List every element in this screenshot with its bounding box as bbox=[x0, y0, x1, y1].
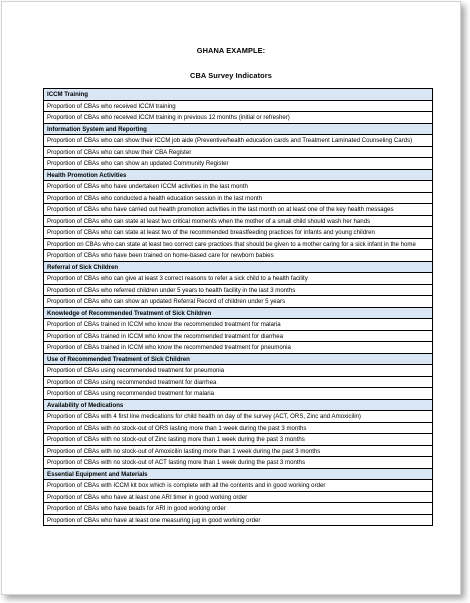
indicator-row bbox=[44, 480, 433, 492]
indicator-row bbox=[44, 457, 433, 469]
section-title: Essential Equipment and Materials bbox=[44, 468, 433, 480]
document-page bbox=[1, 1, 461, 595]
indicator-row bbox=[44, 146, 433, 158]
indicator-row bbox=[44, 204, 433, 216]
indicator-text: Proportion of CBAs trained in ICCM who know the recommended treatment for diarrhea bbox=[44, 330, 433, 342]
indicator-text: Proportion of CBAs who received ICCM training bbox=[44, 100, 433, 112]
indicator-text: Proportion of CBAs who can state at least two critical moments when the mother of a small child should wash her hands bbox=[44, 215, 433, 227]
indicator-text: Proportion of CBAs who have beads for ARI in good working order bbox=[44, 503, 433, 515]
indicator-text: Proportion of CBAs who can state at least two of the recommended breastfeeding practices for infants and young children bbox=[44, 227, 433, 239]
indicator-text: Proportion of CBAs with ICCM kit box which is complete with all the contents and in good working order bbox=[44, 480, 433, 492]
indicator-row bbox=[44, 238, 433, 250]
section-header-row bbox=[44, 261, 433, 273]
section-title: Availability of Medications bbox=[44, 399, 433, 411]
indicator-text: Proportion of CBAs with 4 first line medications for child health on day of the survey (ACT, ORS, Zinc and Amoxicilin) bbox=[44, 411, 433, 423]
indicator-row bbox=[44, 250, 433, 262]
indicator-row bbox=[44, 215, 433, 227]
indicator-row bbox=[44, 388, 433, 400]
indicator-text: Proportion of CBAs who have carried out health promotion activities in the last month on at least one of the key health messages bbox=[44, 204, 433, 216]
indicator-row bbox=[44, 158, 433, 170]
indicator-row bbox=[44, 296, 433, 308]
section-header-row bbox=[44, 399, 433, 411]
indicator-text: Proportion of CBAs with no stock-out of ORS lasting more than 1 week during the past 3 months bbox=[44, 422, 433, 434]
indicator-text: Proportion on CBAs who can state at least two correct care practices that should be given to a mother caring for a sick infant in the home bbox=[44, 238, 433, 250]
indicators-table bbox=[43, 88, 433, 526]
indicator-text: Proportion of CBAs who have undertaken ICCM activities in the last month bbox=[44, 181, 433, 193]
indicator-text: Proportion of CBAs who received ICCM training in previous 12 months (initial or refresher) bbox=[44, 112, 433, 124]
section-title: Health Promotion Activities bbox=[44, 169, 433, 181]
indicator-row bbox=[44, 491, 433, 503]
indicator-text: Proportion of CBAs with no stock-out of ACT lasting more than 1 week during the past 3 months bbox=[44, 457, 433, 469]
indicator-text: Proportion of CBAs who referred children under 5 years to health facility in the last 3 months bbox=[44, 284, 433, 296]
indicator-text: Proportion of CBAs who can show an updated Community Register bbox=[44, 158, 433, 170]
indicator-row bbox=[44, 100, 433, 112]
section-header-row bbox=[44, 89, 433, 101]
indicator-row bbox=[44, 284, 433, 296]
indicator-row bbox=[44, 227, 433, 239]
indicator-row bbox=[44, 342, 433, 354]
section-header-row bbox=[44, 123, 433, 135]
indicator-row bbox=[44, 192, 433, 204]
document-heading: GHANA EXAMPLE: bbox=[196, 46, 266, 55]
indicator-row bbox=[44, 181, 433, 193]
indicator-text: Proportion of CBAs who have been trained on home-based care for newborn babies bbox=[44, 250, 433, 262]
section-title: Knowledge of Recommended Treatment of Sick Children bbox=[44, 307, 433, 319]
indicator-row bbox=[44, 434, 433, 446]
indicator-row bbox=[44, 330, 433, 342]
indicator-row bbox=[44, 273, 433, 285]
indicator-row bbox=[44, 503, 433, 515]
indicator-text: Proportion of CBAs who can give at least 3 correct reasons to refer a sick child to a health facility bbox=[44, 273, 433, 285]
indicator-text: Proportion of CBAs using recommended treatment for diarrhea bbox=[44, 376, 433, 388]
section-header-row bbox=[44, 353, 433, 365]
indicator-row bbox=[44, 411, 433, 423]
indicator-row bbox=[44, 376, 433, 388]
indicator-text: Proportion of CBAs using recommended treatment for pneumonia bbox=[44, 365, 433, 377]
section-header-row bbox=[44, 468, 433, 480]
indicator-row bbox=[44, 365, 433, 377]
indicator-text: Proportion of CBAs trained in ICCM who know the recommended treatment for malaria bbox=[44, 319, 433, 331]
indicator-text: Proportion of CBAs using recommended treatment for malaria bbox=[44, 388, 433, 400]
indicator-text: Proportion of CBAs who conducted a health education session in the last month bbox=[44, 192, 433, 204]
indicator-text: Proportion of CBAs who can show their CBA Register bbox=[44, 146, 433, 158]
indicator-text: Proportion of CBAs with no stock-out of Zinc lasting more than 1 week during the past 3 months bbox=[44, 434, 433, 446]
indicator-text: Proportion of CBAs who can show their ICCM job aide (Preventive/health education cards and Treatment Laminated Counseling Cards) bbox=[44, 135, 433, 147]
section-title: Use of Recommended Treatment of Sick Children bbox=[44, 353, 433, 365]
indicator-row bbox=[44, 445, 433, 457]
indicator-text: Proportion of CBAs trained in ICCM who know the recommended treatment for pneumonia bbox=[44, 342, 433, 354]
section-title: Referral of Sick Children bbox=[44, 261, 433, 273]
section-header-row bbox=[44, 307, 433, 319]
indicator-text: Proportion of CBAs who can show an updated Referral Record of children under 5 years bbox=[44, 296, 433, 308]
indicator-text: Proportion of CBAs who have at least one measuring jug in good working order bbox=[44, 514, 433, 526]
indicator-row bbox=[44, 135, 433, 147]
indicator-text: Proportion of CBAs who have at least one ARI timer in good working order bbox=[44, 491, 433, 503]
indicators-table-body bbox=[44, 89, 433, 526]
indicator-row bbox=[44, 319, 433, 331]
document-subheading: CBA Survey Indicators bbox=[190, 71, 272, 80]
section-title: Information System and Reporting bbox=[44, 123, 433, 135]
indicator-row bbox=[44, 514, 433, 526]
section-title: ICCM Training bbox=[44, 89, 433, 101]
indicator-row bbox=[44, 112, 433, 124]
indicator-row bbox=[44, 422, 433, 434]
section-header-row bbox=[44, 169, 433, 181]
indicator-text: Proportion of CBAs with no stock-out of Amoxicilin lasting more than 1 week during the past 3 months bbox=[44, 445, 433, 457]
